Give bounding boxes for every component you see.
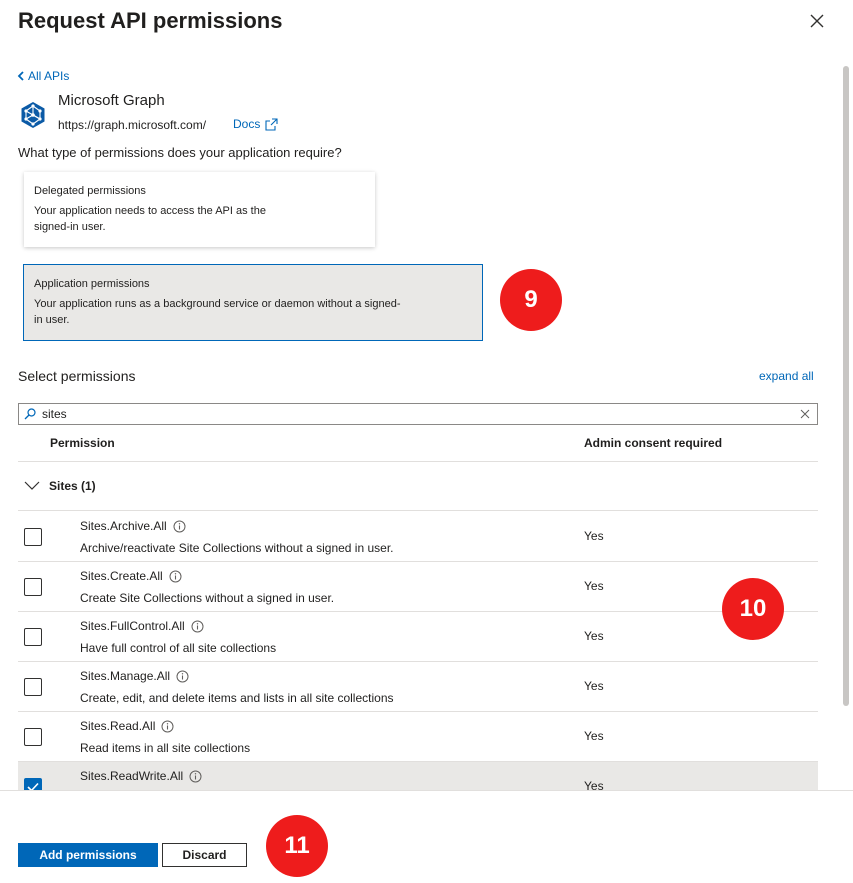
admin-consent-value: Yes <box>584 629 604 643</box>
application-permissions-option[interactable] <box>23 264 483 341</box>
column-header-permission[interactable]: Permission <box>50 436 115 450</box>
permissions-scroll-area[interactable] <box>0 58 853 790</box>
discard-button[interactable]: Discard <box>162 843 247 867</box>
permission-name: Sites.FullControl.All <box>80 619 185 633</box>
expand-all-link[interactable]: expand all <box>759 369 814 383</box>
delegated-description: Your application needs to access the API as the signed-in user. <box>34 205 266 233</box>
permission-checkbox[interactable] <box>24 528 42 546</box>
annotation-badge-10: 10 <box>722 578 784 640</box>
permission-row <box>18 612 818 662</box>
group-label: Sites (1) <box>49 479 96 493</box>
docs-label: Docs <box>233 117 261 131</box>
sites-group-toggle[interactable] <box>18 462 818 511</box>
search-icon <box>24 408 36 420</box>
back-label: All APIs <box>28 69 70 83</box>
checkmark-icon <box>27 782 39 790</box>
clear-icon[interactable] <box>800 409 810 419</box>
permission-description: Create, edit, and delete items and lists in all site collections <box>80 691 394 705</box>
permission-row <box>18 512 818 562</box>
info-icon[interactable] <box>161 720 174 733</box>
permission-name: Sites.Manage.All <box>80 669 171 683</box>
api-name: Microsoft Graph <box>58 92 165 109</box>
permission-checkbox[interactable] <box>24 628 42 646</box>
microsoft-graph-icon <box>19 101 47 129</box>
permission-row <box>18 562 818 612</box>
permission-row <box>18 712 818 762</box>
permission-name: Sites.ReadWrite.All <box>80 769 184 783</box>
chevron-left-icon <box>17 71 25 81</box>
info-icon[interactable] <box>191 620 204 633</box>
docs-link[interactable] <box>233 117 278 131</box>
permission-description: Read items in all site collections <box>80 741 251 755</box>
close-icon[interactable] <box>808 12 826 30</box>
permission-checkbox[interactable] <box>24 678 42 696</box>
column-header-admin-consent[interactable]: Admin consent required <box>584 436 723 450</box>
add-permissions-button[interactable]: Add permissions <box>18 843 158 867</box>
permission-checkbox[interactable] <box>24 728 42 746</box>
api-url: https://graph.microsoft.com/ <box>58 118 207 132</box>
permission-checkbox-checked[interactable] <box>24 778 42 790</box>
info-icon[interactable] <box>173 520 186 533</box>
permission-description: Create Site Collections without a signed in user. <box>80 591 335 605</box>
permission-description: Have full control of all site collections <box>80 641 277 655</box>
admin-consent-value: Yes <box>584 529 604 543</box>
info-icon[interactable] <box>189 770 202 783</box>
panel-title: Request API permissions <box>18 8 283 33</box>
permission-checkbox[interactable] <box>24 578 42 596</box>
permission-name: Sites.Read.All <box>80 719 156 733</box>
info-icon[interactable] <box>169 570 182 583</box>
admin-consent-value: Yes <box>584 779 604 790</box>
application-description: Your application runs as a background service or daemon without a signed-in user. <box>34 298 401 326</box>
admin-consent-value: Yes <box>584 729 604 743</box>
permission-description: Archive/reactivate Site Collections without a signed in user. <box>80 541 394 555</box>
delegated-title: Delegated permissions <box>34 185 146 197</box>
scrollbar-thumb[interactable] <box>843 66 849 706</box>
permission-search-box[interactable] <box>18 403 818 425</box>
delegated-permissions-option[interactable] <box>24 172 375 247</box>
footer-divider <box>0 790 853 791</box>
annotation-badge-9: 9 <box>500 269 562 331</box>
annotation-badge-11: 11 <box>266 815 328 877</box>
permission-name: Sites.Archive.All <box>80 519 167 533</box>
permission-row-selected <box>18 762 818 790</box>
permission-row <box>18 662 818 712</box>
select-permissions-label: Select permissions <box>18 368 136 384</box>
vertical-scrollbar[interactable] <box>841 62 851 788</box>
admin-consent-value: Yes <box>584 679 604 693</box>
permission-name: Sites.Create.All <box>80 569 163 583</box>
chevron-down-icon <box>24 481 40 491</box>
permission-type-question: What type of permissions does your application require? <box>18 145 342 160</box>
application-title: Application permissions <box>34 278 150 290</box>
external-link-icon <box>265 118 278 131</box>
admin-consent-value: Yes <box>584 579 604 593</box>
info-icon[interactable] <box>176 670 189 683</box>
all-apis-link[interactable] <box>17 69 69 83</box>
search-input[interactable] <box>42 407 782 421</box>
